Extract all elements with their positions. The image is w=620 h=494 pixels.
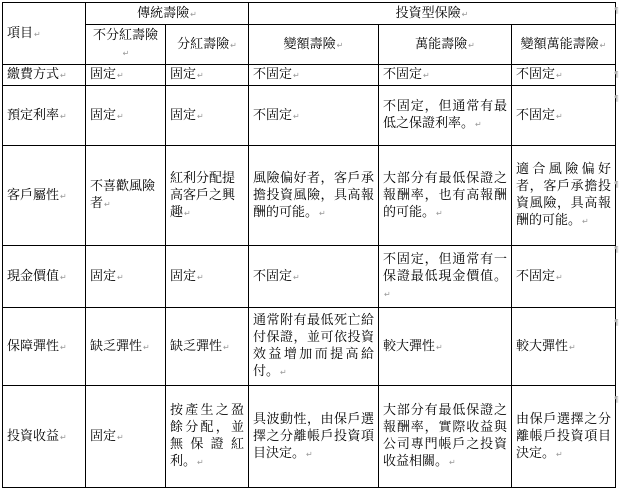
table-cell: 不固定，但通常有最低之保證利率。↵: [379, 86, 512, 146]
row-end-mark: ¶: [613, 6, 619, 15]
row-label: 投資收益↵: [3, 386, 86, 488]
header-dividend: 分紅壽險↵: [166, 25, 249, 65]
table-row: [3, 86, 616, 146]
table-cell: 大部分有最低保證之報酬率，也有高報酬的可能。↵: [379, 146, 512, 246]
row-label: 客戶屬性↵: [3, 146, 86, 246]
table-cell: 具波動性，由保戶選擇之分離帳戶投資項目決定。↵: [249, 386, 379, 488]
table-cell: 不固定↵: [512, 246, 616, 308]
row-label: 預定利率↵: [3, 86, 86, 146]
table-cell: 固定↵: [166, 65, 249, 86]
table-row: [3, 386, 616, 488]
table-cell: 不固定↵: [249, 86, 379, 146]
table-cell: 固定↵: [86, 86, 166, 146]
table-cell: 紅利分配提高客戶之興趣↵: [166, 146, 249, 246]
insurance-comparison-table: [2, 2, 616, 488]
table-cell: 不固定↵: [249, 65, 379, 86]
header-variable-universal: 變額萬能壽險↵: [512, 25, 616, 65]
table-cell: 固定↵: [166, 86, 249, 146]
table-cell: 不喜歡風險者↵: [86, 146, 166, 246]
table-cell: 由保戶選擇之分離帳戶投資項目決定。↵: [512, 386, 616, 488]
row-end-mark: ¶: [613, 318, 619, 327]
table-cell: 較大彈性↵: [379, 308, 512, 386]
table-row: [3, 308, 616, 386]
header-universal-life: 萬能壽險↵: [379, 25, 512, 65]
table-cell: 固定↵: [86, 65, 166, 86]
table-cell: 不固定↵: [249, 246, 379, 308]
table-cell: 不固定，但通常有一保證最低現金價值。↵: [379, 246, 512, 308]
table-cell: 按產生之盈餘分配，並無保證紅利。↵: [166, 386, 249, 488]
table-cell: 固定↵: [166, 246, 249, 308]
table-cell: 缺乏彈性↵: [86, 308, 166, 386]
table-cell: 風險偏好者，客戶承擔投資風險，具高報酬的可能。↵: [249, 146, 379, 246]
table-cell: 不固定↵: [512, 65, 616, 86]
row-end-mark: ¶: [613, 395, 619, 404]
row-end-mark: ¶: [613, 180, 619, 189]
table-cell: 不固定↵: [512, 86, 616, 146]
table-row: [3, 65, 616, 86]
row-label: 保障彈性↵: [3, 308, 86, 386]
table-cell: 較大彈性↵: [512, 308, 616, 386]
header-non-dividend: 不分紅壽險↵: [86, 25, 166, 65]
header-item: 項目↵: [3, 3, 86, 65]
table-cell: 固定↵: [86, 386, 166, 488]
row-label: 繳費方式↵: [3, 65, 86, 86]
table-cell: 大部分有最低保證之報酬率，實際收益與公司專門帳戶之投資收益相關。↵: [379, 386, 512, 488]
table-cell: 不固定↵: [379, 65, 512, 86]
table-cell: 缺乏彈性↵: [166, 308, 249, 386]
table-cell: 通常附有最低死亡給付保證，並可依投資效益增加而提高給付。↵: [249, 308, 379, 386]
header-investment: 投資型保險↵: [249, 3, 616, 25]
row-end-mark: ¶: [613, 245, 619, 254]
table-row: [3, 146, 616, 246]
table-row: [3, 246, 616, 308]
row-label: 現金價值↵: [3, 246, 86, 308]
row-end-mark: ¶: [613, 70, 619, 79]
table-cell: 適合風險偏好者，客戶承擔投資風險，具高報酬的可能。↵: [512, 146, 616, 246]
header-variable-life: 變額壽險↵: [249, 25, 379, 65]
row-end-mark: ¶: [613, 94, 619, 103]
header-traditional: 傳統壽險↵: [86, 3, 249, 25]
table-cell: 固定↵: [86, 246, 166, 308]
